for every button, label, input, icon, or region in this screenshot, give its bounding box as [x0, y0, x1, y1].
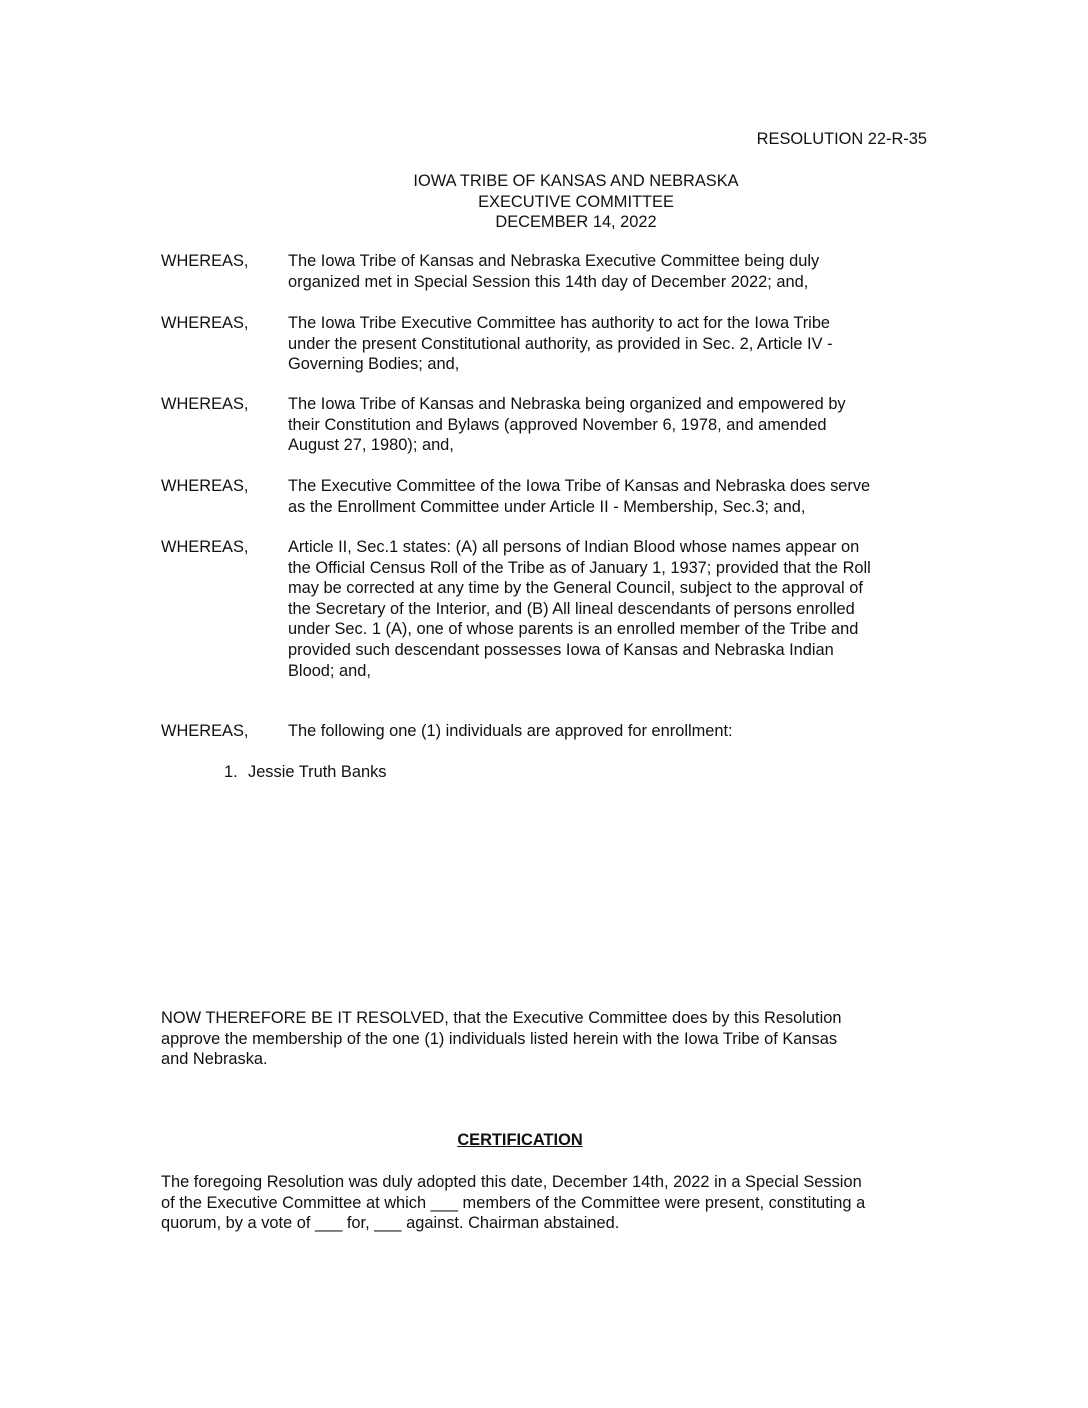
text-line: The following one (1) individuals are approved for enrollment:: [288, 722, 733, 740]
text-line: The foregoing Resolution was duly adopted this date, December 14th, 2022 in a Special Session: [161, 1173, 862, 1191]
whereas-label: WHEREAS,: [161, 538, 249, 556]
text-line: The Iowa Tribe Executive Committee has authority to act for the Iowa Tribe: [288, 314, 831, 332]
whereas-clause: [161, 394, 929, 456]
whereas-label: WHEREAS,: [161, 395, 249, 413]
text-line: Article II, Sec.1 states: (A) all persons of Indian Blood whose names appear on: [288, 538, 860, 556]
enrollee-number: 1.: [224, 763, 238, 781]
text-line: under the present Constitutional authority, as provided in Sec. 2, Article IV -: [288, 334, 833, 353]
text-line: Governing Bodies; and,: [288, 355, 460, 374]
text-line: The Iowa Tribe of Kansas and Nebraska Executive Committee being duly: [288, 252, 820, 270]
whereas-clause: [161, 313, 929, 375]
whereas-clause: [161, 721, 929, 742]
whereas-text: [288, 537, 929, 681]
text-line: NOW THEREFORE BE IT RESOLVED, that the Executive Committee does by this Resolution: [161, 1009, 842, 1027]
text-line: may be corrected at any time by the General Council, subject to the approval of: [288, 579, 863, 598]
text-line: provided such descendant possesses Iowa of Kansas and Nebraska Indian: [288, 640, 834, 659]
header-committee: EXECUTIVE COMMITTEE: [478, 192, 674, 211]
text-line: under Sec. 1 (A), one of whose parents is an enrolled member of the Tribe and: [288, 620, 859, 639]
resolution-number: RESOLUTION 22-R-35: [756, 130, 927, 148]
whereas-clause: [161, 537, 929, 681]
text-line: organized met in Special Session this 14th day of December 2022; and,: [288, 272, 809, 291]
text-line: quorum, by a vote of ___ for, ___ against. Chairman abstained.: [161, 1214, 620, 1233]
whereas-text: [288, 313, 929, 375]
whereas-label: WHEREAS,: [161, 314, 249, 332]
text-line: approve the membership of the one (1) individuals listed herein with the Iowa Tribe of Kansas: [161, 1029, 838, 1048]
text-line: The Iowa Tribe of Kansas and Nebraska being organized and empowered by: [288, 395, 846, 413]
whereas-text: [288, 721, 929, 742]
whereas-label: WHEREAS,: [161, 722, 249, 740]
text-line: of the Executive Committee at which ___ members of the Committee were present, constituting a: [161, 1193, 866, 1212]
document-header: [0, 171, 1088, 233]
text-line: the Secretary of the Interior, and (B) All lineal descendants of persons enrolled: [288, 599, 855, 618]
header-organization: IOWA TRIBE OF KANSAS AND NEBRASKA: [413, 172, 739, 190]
whereas-text: [288, 476, 929, 517]
text-line: and Nebraska.: [161, 1050, 268, 1069]
whereas-label: WHEREAS,: [161, 252, 249, 270]
text-line: as the Enrollment Committee under Article II - Membership, Sec.3; and,: [288, 497, 806, 516]
header-date: DECEMBER 14, 2022: [495, 213, 657, 232]
enrollee-list-item: [224, 762, 386, 783]
whereas-text: [288, 251, 929, 292]
text-line: their Constitution and Bylaws (approved November 6, 1978, and amended: [288, 415, 827, 434]
text-line: The Executive Committee of the Iowa Tribe of Kansas and Nebraska does serve: [288, 477, 871, 495]
text-line: Blood; and,: [288, 661, 371, 680]
resolved-paragraph: [161, 1008, 931, 1070]
text-line: August 27, 1980); and,: [288, 436, 454, 455]
certification-title: CERTIFICATION: [457, 1131, 583, 1149]
whereas-label: WHEREAS,: [161, 477, 249, 495]
enrollee-name: Jessie Truth Banks: [248, 763, 387, 781]
text-line: the Official Census Roll of the Tribe as of January 1, 1937; provided that the Roll: [288, 558, 871, 577]
whereas-clause: [161, 476, 929, 517]
whereas-text: [288, 394, 929, 456]
whereas-clause: [161, 251, 929, 292]
certification-paragraph: [161, 1172, 931, 1234]
